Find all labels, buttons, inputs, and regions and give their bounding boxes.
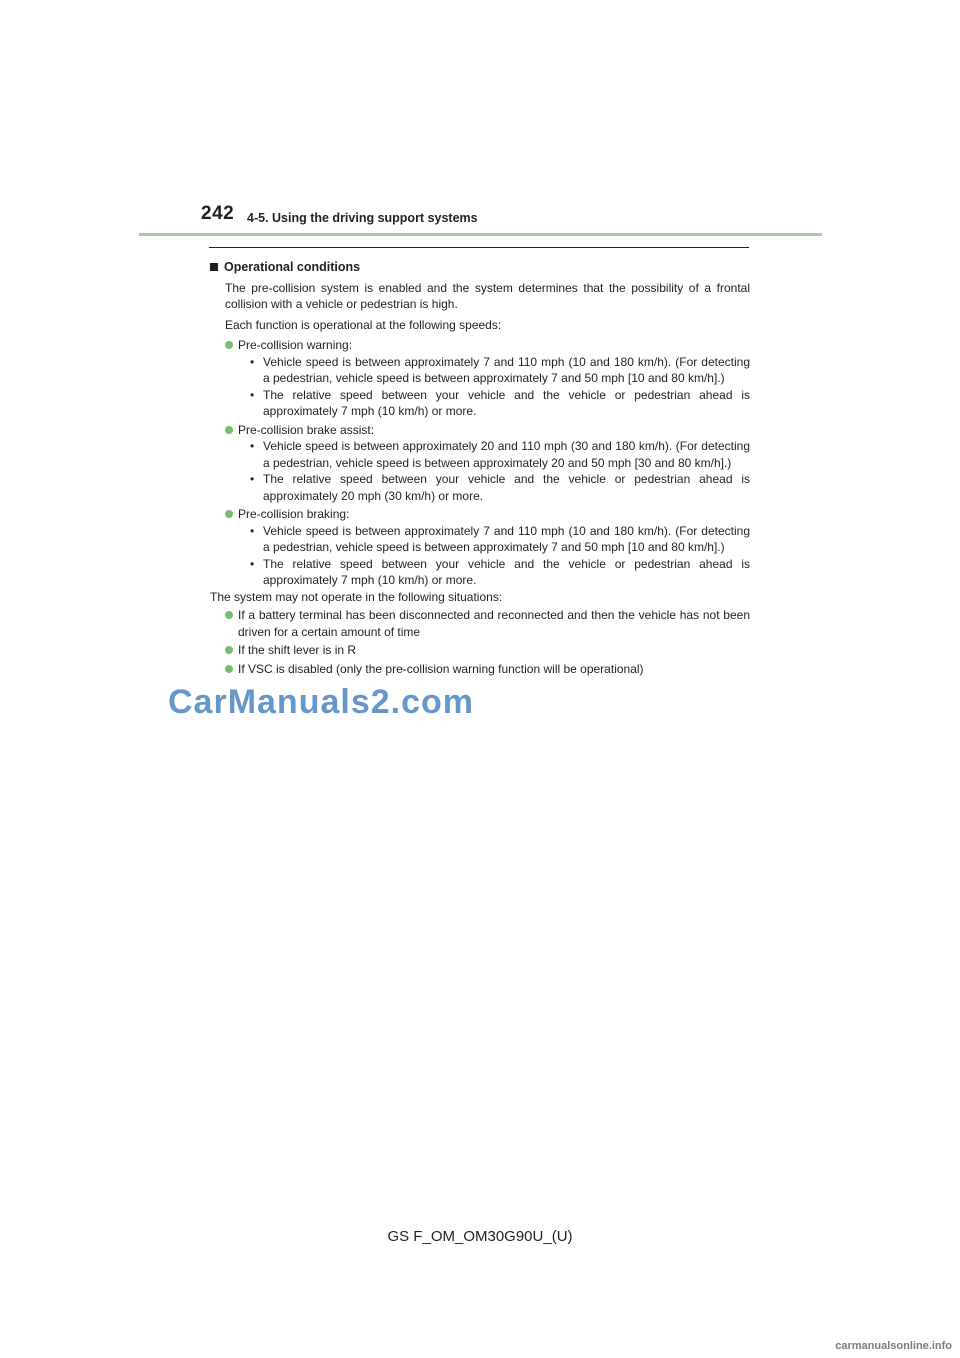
sub-item [250, 387, 750, 420]
sub-item [250, 438, 750, 471]
sub-item-text: Vehicle speed is between approximately 7 and 110 mph (10 and 180 km/h). (For detecting a pedestrian, vehicle speed is between approximately 7 and 50 mph [10 and 80 km/h].) [263, 354, 750, 385]
function-item [225, 337, 750, 354]
sub-item-text: The relative speed between your vehicle and the vehicle or pedestrian ahead is approximately 7 mph (10 km/h) or more. [263, 556, 750, 587]
circle-bullet-icon [225, 665, 233, 673]
circle-bullet-icon [225, 510, 233, 518]
sub-item-text: The relative speed between your vehicle and the vehicle or pedestrian ahead is approximately 20 mph (30 km/h) or more. [263, 472, 750, 503]
function-item [225, 422, 750, 439]
footer-site-watermark: carmanualsonline.info [835, 1340, 952, 1352]
function-title: Pre-collision warning: [238, 338, 353, 352]
dot-mark-icon: • [250, 556, 255, 571]
footer-doc-code: GS F_OM_OM30G90U_(U) [387, 1228, 573, 1245]
function-title: Pre-collision braking: [238, 507, 350, 521]
sub-item [250, 523, 750, 556]
speeds-intro: Each function is operational at the following speeds: [225, 317, 502, 332]
dot-mark-icon: • [250, 387, 255, 402]
circle-bullet-icon [225, 341, 233, 349]
situation-text: If VSC is disabled (only the pre-collision warning function will be operational) [238, 661, 644, 676]
situation-text: If the shift lever is in R [238, 643, 357, 657]
sub-item-text: Vehicle speed is between approximately 20 and 110 mph (30 and 180 km/h). (For detecting a pedestrian, vehicle speed is between approximately 20 and 50 mph [30 and 80 km/h].) [263, 439, 750, 470]
header-rule [139, 233, 822, 236]
dot-mark-icon: • [250, 523, 255, 538]
circle-bullet-icon [225, 646, 233, 654]
content-rule [209, 247, 749, 248]
sub-item-text: The relative speed between your vehicle and the vehicle or pedestrian ahead is approximately 7 mph (10 km/h) or more. [263, 387, 750, 418]
circle-bullet-icon [225, 426, 233, 434]
sub-item-text: Vehicle speed is between approximately 7 and 110 mph (10 and 180 km/h). (For detecting a pedestrian, vehicle speed is between approximately 7 and 50 mph [10 and 80 km/h].) [263, 523, 750, 554]
intro-paragraph: The pre-collision system is enabled and the system determines that the possibility of a frontal collision with a vehicle or pedestrian is high. [225, 280, 750, 311]
section-heading [210, 259, 750, 276]
situation-item [225, 661, 750, 678]
function-item [225, 506, 750, 523]
section-title: 4-5. Using the driving support systems [247, 211, 478, 225]
dot-mark-icon: • [250, 439, 255, 453]
content-block [210, 259, 750, 677]
sub-item [250, 354, 750, 387]
sub-item [250, 471, 750, 504]
square-bullet-icon [210, 263, 218, 271]
situation-text: If a battery terminal has been disconnected and reconnected and then the vehicle has not been driven for a certain amount of time [238, 608, 750, 639]
dot-mark-icon: • [250, 472, 255, 486]
situation-item [225, 642, 750, 659]
function-title: Pre-collision brake assist: [238, 422, 375, 437]
situation-item [225, 607, 750, 640]
watermark-logo: CarManuals2.com [168, 683, 474, 721]
sub-item [250, 556, 750, 589]
not-operate-intro: The system may not operate in the following situations: [210, 589, 503, 604]
dot-mark-icon: • [250, 354, 255, 369]
circle-bullet-icon [225, 611, 233, 619]
heading-text: Operational conditions [224, 260, 361, 274]
page-number: 242 [201, 203, 235, 224]
